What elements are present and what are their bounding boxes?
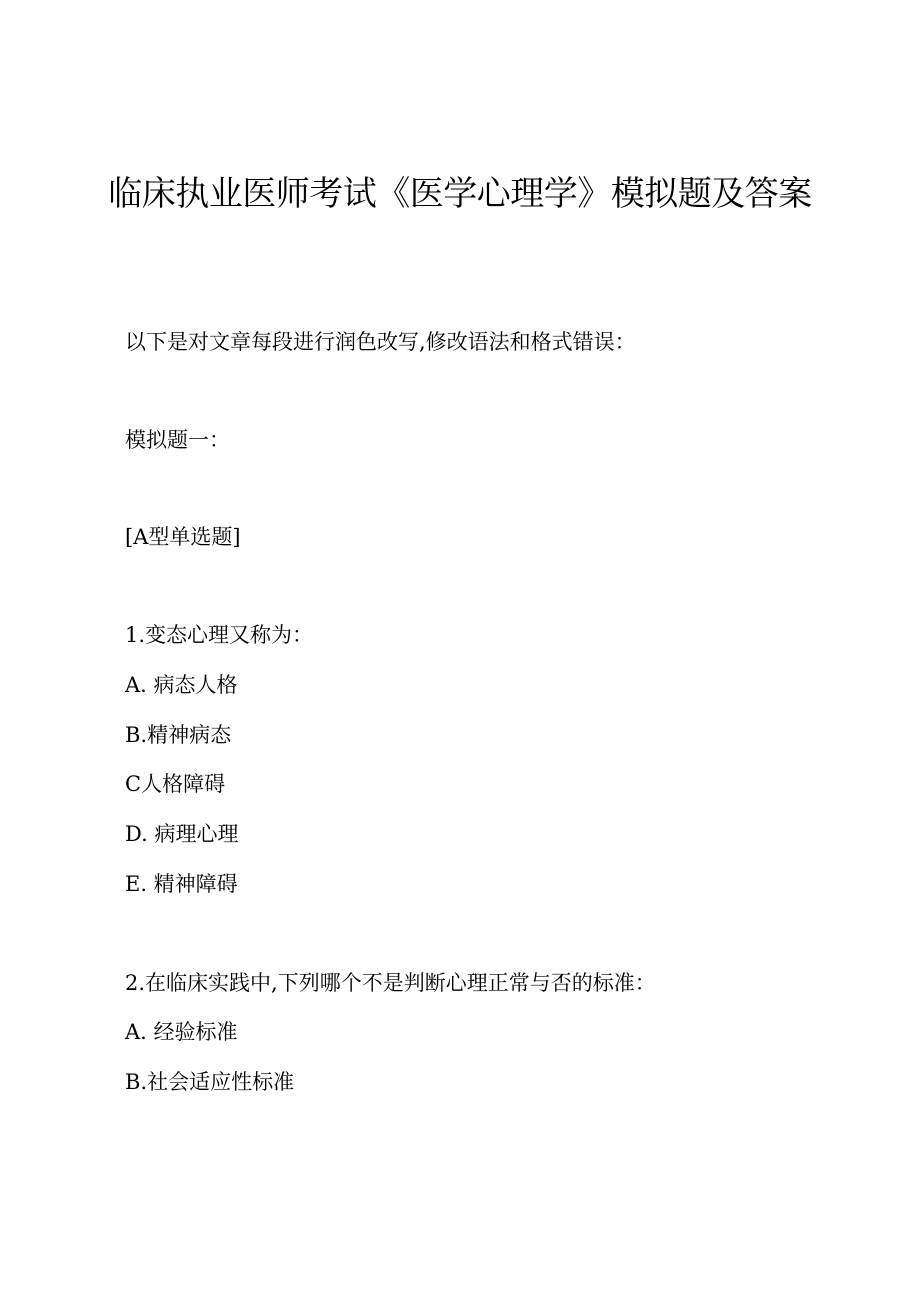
document-title: 临床执业医师考试《医学心理学》模拟题及答案 (108, 174, 812, 214)
question-2-option-b: B.社会适应性标准 (125, 1070, 295, 1094)
question-1-stem: 1.变态心理又称为： (125, 623, 314, 647)
question-2-option-a: A. 经验标准 (125, 1020, 238, 1044)
question-type-label: [A型单选题] (125, 525, 241, 549)
question-1-option-d: D. 病理心理 (125, 822, 239, 846)
question-1-option-a: A. 病态人格 (125, 673, 238, 697)
question-1-option-c: C人格障碍 (125, 772, 226, 796)
question-2-stem: 2.在临床实践中,下列哪个不是判断心理正常与否的标准： (125, 971, 656, 995)
section-heading: 模拟题一： (125, 428, 230, 452)
question-1-option-e: E. 精神障碍 (125, 872, 238, 896)
intro-text: 以下是对文章每段进行润色改写,修改语法和格式错误： (125, 330, 636, 354)
question-1-option-b: B.精神病态 (125, 723, 232, 747)
